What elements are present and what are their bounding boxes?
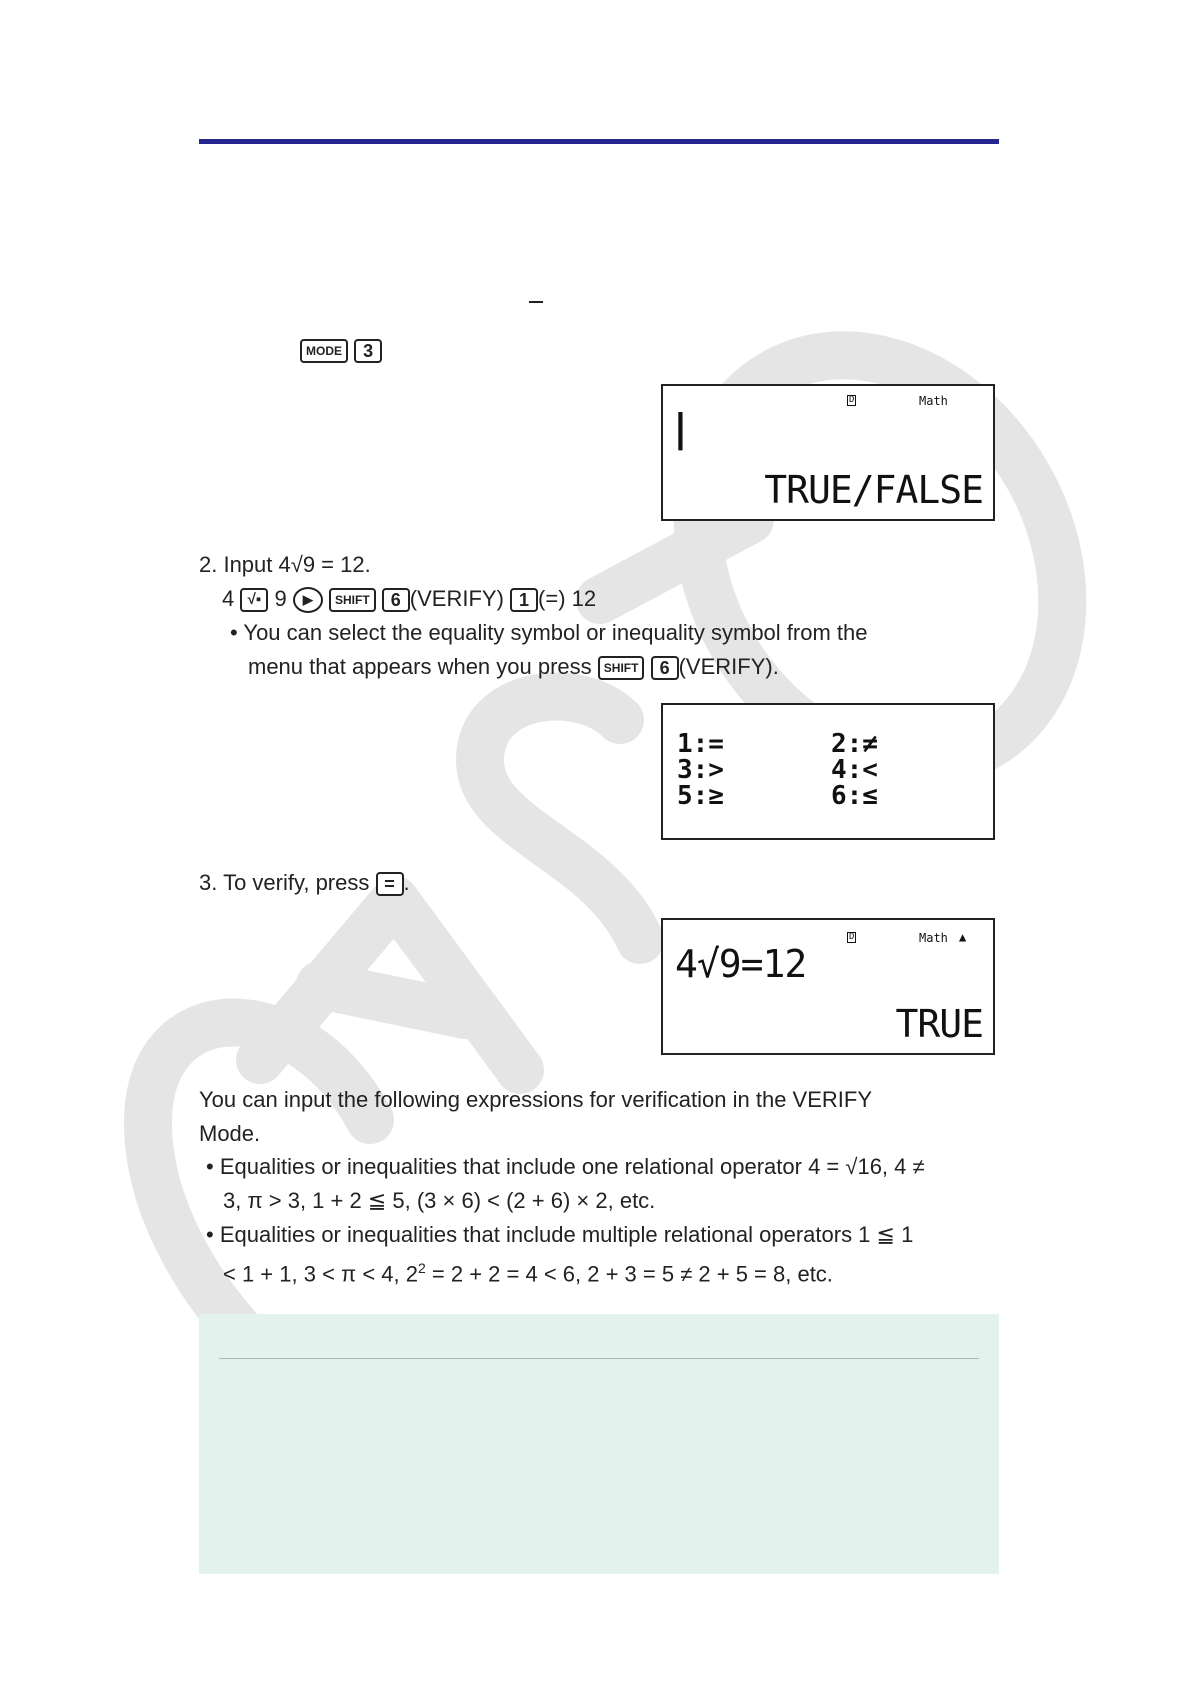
lcd1-result: TRUE/FALSE (764, 468, 983, 512)
digit-9: 9 (274, 586, 287, 611)
degree-indicator: D (849, 395, 855, 405)
right-arrow-key[interactable]: ▶ (293, 587, 323, 613)
info-bullet2-line1: • Equalities or inequalities that include multiple relational operators 1 ≦ 1 (206, 1222, 914, 1247)
info-line1: You can input the following expressions for verification in the VERIFY (199, 1087, 872, 1112)
step1-keys (300, 335, 382, 365)
mark (529, 301, 543, 303)
menu-item-2[interactable]: 2:≠ (831, 729, 878, 759)
menu-item-1[interactable]: 1:= (677, 729, 724, 759)
bullet-text: menu that appears when you press (248, 654, 592, 679)
math-indicator: Math (919, 394, 948, 408)
b2-sup: 2 (417, 1260, 426, 1276)
verify-label-2: (VERIFY). (678, 654, 779, 679)
step2-title: 2. Input 4√9 = 12. (199, 552, 371, 577)
equals-key[interactable]: = (376, 872, 404, 896)
lcd3-result: TRUE (895, 1002, 983, 1046)
sqrt-key[interactable]: √▪ (240, 588, 268, 612)
menu-item-4[interactable]: 4:< (831, 755, 878, 785)
lcd3-expression: 4√9=12 (675, 942, 807, 986)
key-6[interactable]: 6 (382, 588, 410, 612)
info-line2: Mode. (199, 1121, 261, 1146)
step2-bullet-line1: • You can select the equality symbol or inequality symbol from the (230, 620, 868, 645)
key-1[interactable]: 1 (510, 588, 538, 612)
step3-period: . (403, 870, 410, 895)
menu-item-6[interactable]: 6:≤ (831, 781, 878, 811)
menu-item-3[interactable]: 3:> (677, 755, 724, 785)
digit-4: 4 (222, 586, 235, 611)
info-bullet1-line1: • Equalities or inequalities that include one relational operator 4 = √16, 4 ≠ (206, 1154, 925, 1179)
step3-label: 3. To verify, press (199, 870, 370, 895)
cursor: | (669, 406, 691, 450)
lcd-screen-3 (661, 918, 995, 1055)
key-3[interactable]: 3 (354, 339, 382, 363)
shift-key[interactable]: SHIFT (329, 588, 376, 612)
verify-label: (VERIFY) (409, 586, 504, 611)
equals-label: (=) 12 (538, 586, 597, 611)
header-rule (199, 139, 999, 144)
degree-indicator-3: D (849, 932, 855, 942)
b2-post: = 2 + 2 = 4 < 6, 2 + 3 = 5 ≠ 2 + 5 = 8, etc. (425, 1261, 833, 1287)
key-6-2[interactable]: 6 (651, 656, 679, 680)
info-bullet1-line2: 3, π > 3, 1 + 2 ≦ 5, (3 × 6) < (2 + 6) × 2, etc. (223, 1188, 656, 1213)
lcd-screen-2 (661, 703, 995, 840)
info-bullet2-line2 (223, 1253, 833, 1289)
step3-text (199, 868, 410, 898)
up-arrow-indicator: ▲ (959, 930, 967, 944)
math-indicator-3: Math (919, 931, 948, 945)
note-divider (219, 1358, 979, 1359)
b2-pre: < 1 + 1, 3 < π < 4, 2 (223, 1261, 418, 1287)
step2-keys (222, 584, 596, 614)
menu-item-5[interactable]: 5:≥ (677, 781, 724, 811)
note-box (199, 1314, 999, 1574)
shift-key-2[interactable]: SHIFT (598, 656, 645, 680)
mode-key[interactable]: MODE (300, 339, 348, 363)
step2-bullet-line2 (248, 652, 779, 682)
lcd-screen-1 (661, 384, 995, 521)
